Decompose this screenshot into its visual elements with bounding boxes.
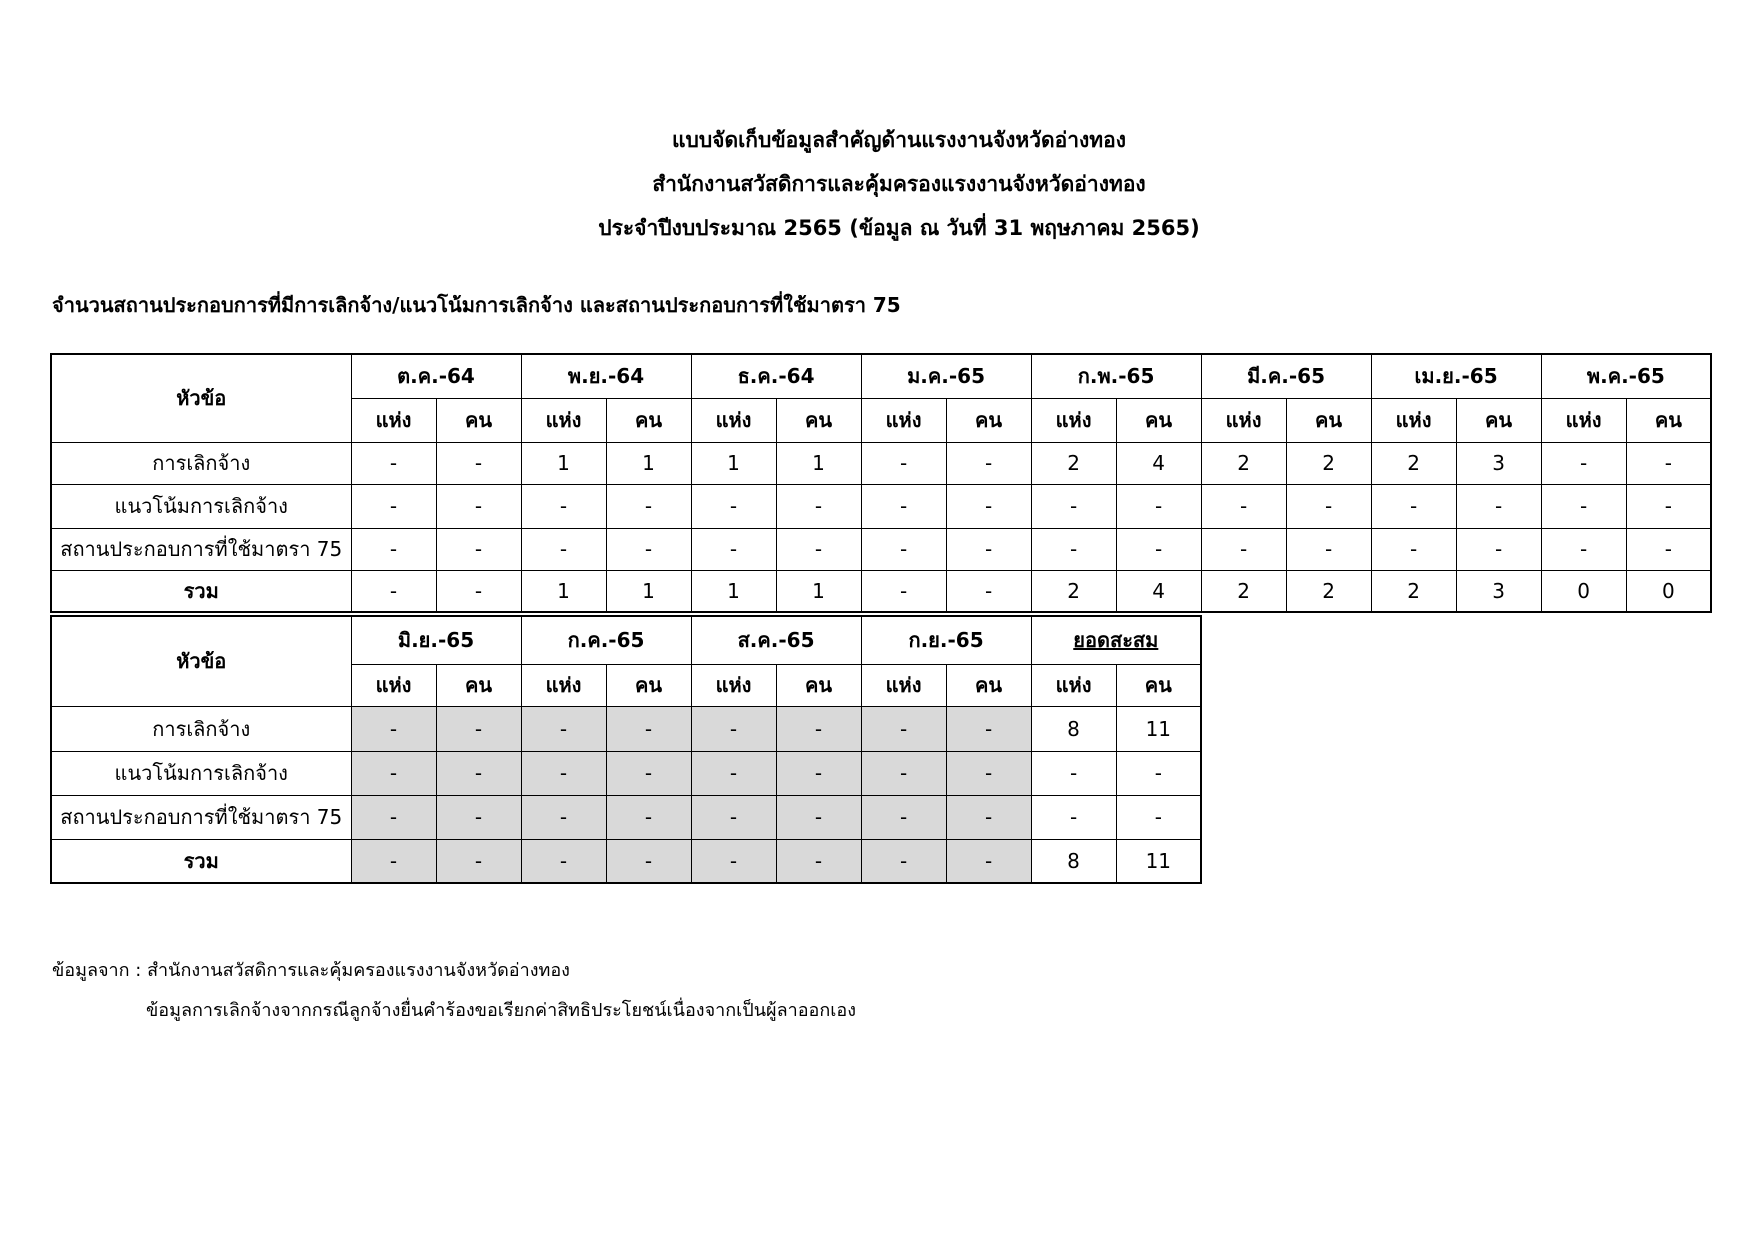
value-cell: - [946, 795, 1031, 839]
value-cell: - [1541, 442, 1626, 484]
cumulative-label: ยอดสะสม [1073, 628, 1159, 653]
month-header: มี.ค.-65 [1201, 354, 1371, 398]
cumulative-cell: - [1116, 795, 1201, 839]
sub-header-persons: คน [1456, 398, 1541, 442]
value-cell: - [436, 570, 521, 612]
sub-header-places: แห่ง [691, 398, 776, 442]
sub-header-persons: คน [1286, 398, 1371, 442]
value-cell: - [521, 839, 606, 883]
value-cell: - [606, 528, 691, 570]
sub-header-persons: คน [436, 664, 521, 706]
value-cell: 1 [606, 442, 691, 484]
monthly-table-oct-may [50, 353, 1712, 613]
value-cell: - [1456, 484, 1541, 528]
sub-header-places: แห่ง [861, 398, 946, 442]
document-title: แบบจัดเก็บข้อมูลสำคัญด้านแรงงานจังหวัดอ่างทอง [671, 128, 1127, 152]
value-cell: 2 [1371, 442, 1456, 484]
month-header: ส.ค.-65 [691, 616, 861, 664]
value-cell: - [861, 706, 946, 751]
value-cell: - [521, 528, 606, 570]
value-cell: - [776, 528, 861, 570]
value-cell: - [351, 839, 436, 883]
value-cell: - [691, 751, 776, 795]
value-cell: 1 [521, 570, 606, 612]
value-cell: 2 [1371, 570, 1456, 612]
detail-note: ข้อมูลการเลิกจ้างจากกรณีลูกจ้างยื่นคำร้องขอเรียกค่าสิทธิประโยชน์เนื่องจากเป็นผู้ลาออกเอง [146, 1000, 856, 1021]
total-row [51, 839, 1201, 883]
value-cell: - [1371, 528, 1456, 570]
value-cell: - [691, 484, 776, 528]
value-cell: - [946, 570, 1031, 612]
sub-header-persons: คน [1116, 664, 1201, 706]
value-cell: - [1031, 528, 1116, 570]
total-label: รวม [51, 570, 351, 612]
value-cell: - [351, 795, 436, 839]
table-row [51, 442, 1711, 484]
value-cell: - [861, 795, 946, 839]
sub-header-persons: คน [1626, 398, 1711, 442]
value-cell: - [861, 484, 946, 528]
sub-header-places: แห่ง [1031, 664, 1116, 706]
sub-header-places: แห่ง [1031, 398, 1116, 442]
value-cell: - [1116, 528, 1201, 570]
cumulative-cell: 11 [1116, 839, 1201, 883]
value-cell: - [861, 442, 946, 484]
value-cell: 2 [1031, 570, 1116, 612]
cumulative-cell: 8 [1031, 839, 1116, 883]
value-cell: 4 [1116, 442, 1201, 484]
sub-header-persons: คน [776, 398, 861, 442]
cumulative-cell: - [1116, 751, 1201, 795]
value-cell: 1 [606, 570, 691, 612]
value-cell: - [861, 751, 946, 795]
value-cell: 2 [1286, 570, 1371, 612]
value-cell: - [351, 528, 436, 570]
sub-header-persons: คน [606, 398, 691, 442]
row-label: แนวโน้มการเลิกจ้าง [51, 484, 351, 528]
month-header: ต.ค.-64 [351, 354, 521, 398]
sub-header-places: แห่ง [1371, 398, 1456, 442]
row-label: สถานประกอบการที่ใช้มาตรา 75 [51, 528, 351, 570]
fiscal-year-line: ประจำปีงบประมาณ 2565 (ข้อมูล ณ วันที่ 31 พฤษภาคม 2565) [598, 216, 1200, 240]
cumulative-cell: - [1031, 751, 1116, 795]
row-label: สถานประกอบการที่ใช้มาตรา 75 [51, 795, 351, 839]
cumulative-header [1031, 616, 1201, 664]
value-cell: 4 [1116, 570, 1201, 612]
month-header: เม.ย.-65 [1371, 354, 1541, 398]
value-cell: - [861, 839, 946, 883]
value-cell: - [946, 839, 1031, 883]
value-cell: - [521, 751, 606, 795]
source-note: ข้อมูลจาก : สำนักงานสวัสดิการและคุ้มครองแรงงานจังหวัดอ่างทอง [52, 960, 570, 981]
value-cell: 2 [1201, 442, 1286, 484]
value-cell: - [946, 706, 1031, 751]
value-cell: - [946, 751, 1031, 795]
value-cell: - [861, 570, 946, 612]
value-cell: - [436, 484, 521, 528]
value-cell: - [861, 528, 946, 570]
sub-header-places: แห่ง [351, 398, 436, 442]
value-cell: - [776, 839, 861, 883]
value-cell: - [776, 706, 861, 751]
month-header: ก.พ.-65 [1031, 354, 1201, 398]
sub-header-places: แห่ง [1541, 398, 1626, 442]
value-cell: - [351, 751, 436, 795]
value-cell: - [1031, 484, 1116, 528]
value-cell: 1 [521, 442, 606, 484]
value-cell: - [946, 442, 1031, 484]
value-cell: - [521, 706, 606, 751]
value-cell: - [691, 795, 776, 839]
sub-header-persons: คน [946, 664, 1031, 706]
value-cell: - [1456, 528, 1541, 570]
topic-header: หัวข้อ [51, 616, 351, 706]
value-cell: 0 [1626, 570, 1711, 612]
value-cell: - [351, 706, 436, 751]
sub-header-places: แห่ง [691, 664, 776, 706]
month-header: ธ.ค.-64 [691, 354, 861, 398]
table-row [51, 706, 1201, 751]
value-cell: 1 [691, 570, 776, 612]
value-cell: - [606, 839, 691, 883]
cumulative-cell: 11 [1116, 706, 1201, 751]
value-cell: 3 [1456, 442, 1541, 484]
value-cell: - [436, 528, 521, 570]
value-cell: - [1201, 528, 1286, 570]
monthly-table-jun-sep [50, 615, 1202, 884]
value-cell: - [1286, 484, 1371, 528]
value-cell: - [776, 795, 861, 839]
month-header: พ.ย.-64 [521, 354, 691, 398]
value-cell: - [691, 839, 776, 883]
value-cell: 1 [691, 442, 776, 484]
value-cell: 1 [776, 442, 861, 484]
value-cell: 2 [1201, 570, 1286, 612]
value-cell: - [436, 839, 521, 883]
sub-header-places: แห่ง [351, 664, 436, 706]
value-cell: - [691, 528, 776, 570]
sub-header-persons: คน [436, 398, 521, 442]
value-cell: - [691, 706, 776, 751]
table-subtitle: จำนวนสถานประกอบการที่มีการเลิกจ้าง/แนวโน้มการเลิกจ้าง และสถานประกอบการที่ใช้มาตรา 75 [52, 293, 901, 317]
topic-header: หัวข้อ [51, 354, 351, 442]
value-cell: - [1541, 528, 1626, 570]
sub-header-places: แห่ง [1201, 398, 1286, 442]
sub-header-places: แห่ง [861, 664, 946, 706]
month-header: ก.ค.-65 [521, 616, 691, 664]
value-cell: - [351, 484, 436, 528]
value-cell: - [1626, 484, 1711, 528]
month-header: ม.ค.-65 [861, 354, 1031, 398]
value-cell: - [946, 484, 1031, 528]
table-row [51, 795, 1201, 839]
value-cell: - [1626, 528, 1711, 570]
table-row [51, 751, 1201, 795]
total-row [51, 570, 1711, 612]
month-header: พ.ค.-65 [1541, 354, 1711, 398]
value-cell: - [1371, 484, 1456, 528]
cumulative-cell: - [1031, 795, 1116, 839]
value-cell: - [1626, 442, 1711, 484]
value-cell: - [351, 442, 436, 484]
value-cell: - [606, 706, 691, 751]
total-label: รวม [51, 839, 351, 883]
month-header: มิ.ย.-65 [351, 616, 521, 664]
value-cell: - [436, 795, 521, 839]
sub-header-persons: คน [1116, 398, 1201, 442]
office-name: สำนักงานสวัสดิการและคุ้มครองแรงงานจังหวัดอ่างทอง [652, 172, 1146, 196]
row-label: การเลิกจ้าง [51, 442, 351, 484]
value-cell: - [521, 484, 606, 528]
value-cell: - [606, 795, 691, 839]
sub-header-persons: คน [776, 664, 861, 706]
value-cell: - [1201, 484, 1286, 528]
value-cell: - [521, 795, 606, 839]
value-cell: - [351, 570, 436, 612]
value-cell: 0 [1541, 570, 1626, 612]
value-cell: - [436, 706, 521, 751]
value-cell: 2 [1031, 442, 1116, 484]
row-label: การเลิกจ้าง [51, 706, 351, 751]
table-row [51, 484, 1711, 528]
sub-header-places: แห่ง [521, 664, 606, 706]
sub-header-persons: คน [946, 398, 1031, 442]
value-cell: - [436, 442, 521, 484]
value-cell: 3 [1456, 570, 1541, 612]
value-cell: - [436, 751, 521, 795]
table-row [51, 528, 1711, 570]
value-cell: - [946, 528, 1031, 570]
sub-header-persons: คน [606, 664, 691, 706]
month-header: ก.ย.-65 [861, 616, 1031, 664]
value-cell: - [606, 751, 691, 795]
value-cell: - [1286, 528, 1371, 570]
value-cell: 2 [1286, 442, 1371, 484]
row-label: แนวโน้มการเลิกจ้าง [51, 751, 351, 795]
value-cell: - [776, 484, 861, 528]
value-cell: - [1541, 484, 1626, 528]
cumulative-cell: 8 [1031, 706, 1116, 751]
value-cell: 1 [776, 570, 861, 612]
value-cell: - [606, 484, 691, 528]
value-cell: - [776, 751, 861, 795]
value-cell: - [1116, 484, 1201, 528]
sub-header-places: แห่ง [521, 398, 606, 442]
